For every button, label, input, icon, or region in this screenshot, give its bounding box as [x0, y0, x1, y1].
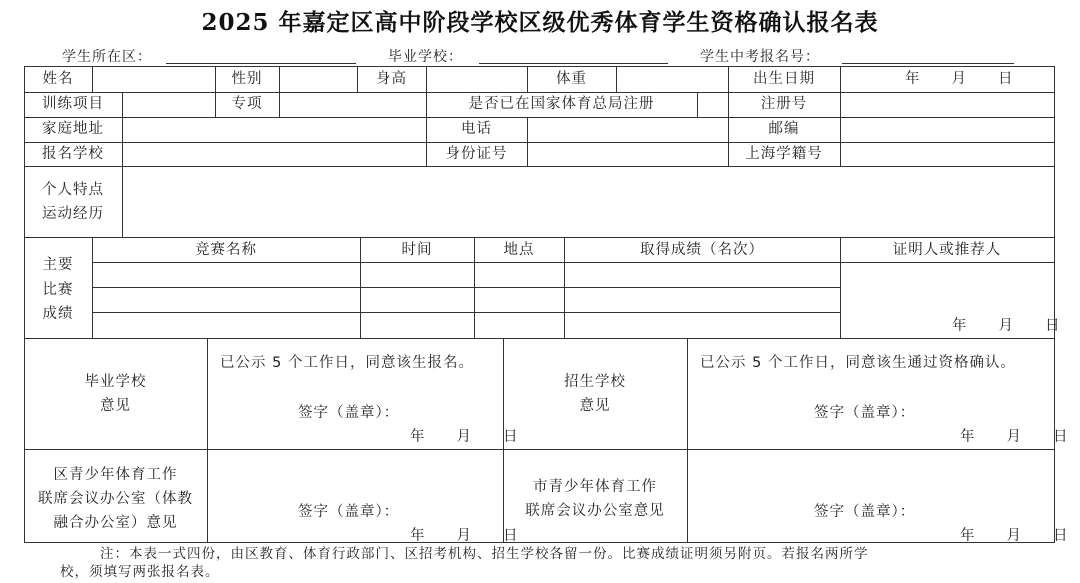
- id-number-input[interactable]: [528, 143, 728, 166]
- competitions-label-3: 成绩: [42, 306, 74, 322]
- height-label: 身高: [376, 71, 407, 87]
- district-office-label-2: 联席会议办公室（体教: [38, 491, 193, 507]
- home-address-input[interactable]: [123, 118, 426, 142]
- competitions-label-1: 主要: [42, 257, 74, 273]
- weight-label: 体重: [556, 71, 587, 87]
- city-office-date[interactable]: 年 月 日: [960, 528, 1069, 544]
- graduating-school-label: 毕业学校：: [388, 49, 463, 65]
- postal-code-input[interactable]: [841, 118, 1054, 142]
- registration-no-label: 注册号: [760, 96, 808, 112]
- admit-school-opinion-label-1: 招生学校: [564, 374, 626, 390]
- footnote-line-1: 注：本表一式四份，由区教育、体育行政部门、区招考机构、招生学校各留一份。比赛成绩证明须另附页。若报名两所学: [100, 546, 869, 562]
- name-input[interactable]: [93, 67, 215, 92]
- district-office-date[interactable]: 年 月 日: [410, 528, 519, 544]
- specialty-input[interactable]: [280, 93, 426, 117]
- grad-school-sign-label: 签字（盖章）：: [298, 405, 400, 421]
- name-label: 姓名: [42, 71, 74, 87]
- city-office-sign-label: 签字（盖章）：: [814, 504, 916, 520]
- col-result: 取得成绩（名次）: [640, 242, 764, 258]
- footnote-line-2: 校，须填写两张报名表。: [60, 564, 220, 580]
- district-label: 学生所在区：: [62, 49, 152, 65]
- admit-school-sign-label: 签字（盖章）：: [814, 405, 916, 421]
- admit-school-date[interactable]: 年 月 日: [960, 429, 1069, 445]
- grad-school-opinion-text: 已公示 5 个工作日，同意该生报名。: [220, 355, 474, 371]
- specialty-label: 专项: [231, 96, 263, 112]
- registered-question-label: 是否已在国家体育总局注册: [468, 96, 655, 112]
- applying-school-label: 报名学校: [42, 146, 104, 162]
- city-office-label-1: 市青少年体育工作: [533, 479, 657, 495]
- referee-date[interactable]: 年 月 日: [952, 318, 1061, 334]
- district-office-sign-label: 签字（盖章）：: [298, 504, 400, 520]
- personal-features-input[interactable]: [123, 167, 1054, 237]
- form-title: 2025 年嘉定区高中阶段学校区级优秀体育学生资格确认报名表: [201, 9, 879, 36]
- col-location: 地点: [503, 242, 535, 258]
- id-number-label: 身份证号: [445, 146, 508, 162]
- grad-school-opinion-label-1: 毕业学校: [84, 374, 147, 390]
- col-referee: 证明人或推荐人: [892, 242, 1002, 258]
- gender-label: 性别: [231, 71, 263, 87]
- phone-input[interactable]: [528, 118, 728, 142]
- training-item-label: 训练项目: [42, 96, 104, 112]
- gender-input[interactable]: [280, 67, 357, 92]
- grad-school-opinion-label-2: 意见: [100, 398, 131, 414]
- shanghai-student-no-input[interactable]: [841, 143, 1054, 166]
- competitions-label-2: 比赛: [42, 282, 74, 298]
- district-office-label-3: 融合办公室）意见: [53, 515, 178, 531]
- home-address-label: 家庭地址: [42, 121, 104, 137]
- district-office-label-1: 区青少年体育工作: [53, 467, 178, 483]
- birth-date-input[interactable]: 年 月 日: [905, 71, 1014, 87]
- grad-school-date[interactable]: 年 月 日: [410, 429, 519, 445]
- col-competition-name: 竞赛名称: [195, 242, 257, 258]
- registered-input[interactable]: [698, 93, 728, 117]
- weight-input[interactable]: [617, 67, 728, 92]
- shanghai-student-no-label: 上海学籍号: [745, 146, 823, 162]
- footnote: [60, 545, 1060, 581]
- postal-code-label: 邮编: [768, 121, 800, 137]
- training-item-input[interactable]: [123, 93, 215, 117]
- registration-no-input[interactable]: [841, 93, 1054, 117]
- phone-label: 电话: [461, 121, 492, 137]
- personal-features-label: 个人特点: [42, 182, 104, 198]
- applying-school-input[interactable]: [123, 143, 426, 166]
- height-input[interactable]: [427, 67, 527, 92]
- birth-date-label: 出生日期: [753, 71, 815, 87]
- admit-school-opinion-label-2: 意见: [579, 398, 611, 414]
- admit-school-opinion-text: 已公示 5 个工作日，同意该生通过资格确认。: [700, 355, 1016, 371]
- exam-number-label: 学生中考报名号：: [700, 49, 820, 65]
- city-office-label-2: 联席会议办公室意见: [525, 503, 665, 519]
- col-time: 时间: [401, 242, 433, 258]
- sports-experience-label: 运动经历: [42, 206, 104, 222]
